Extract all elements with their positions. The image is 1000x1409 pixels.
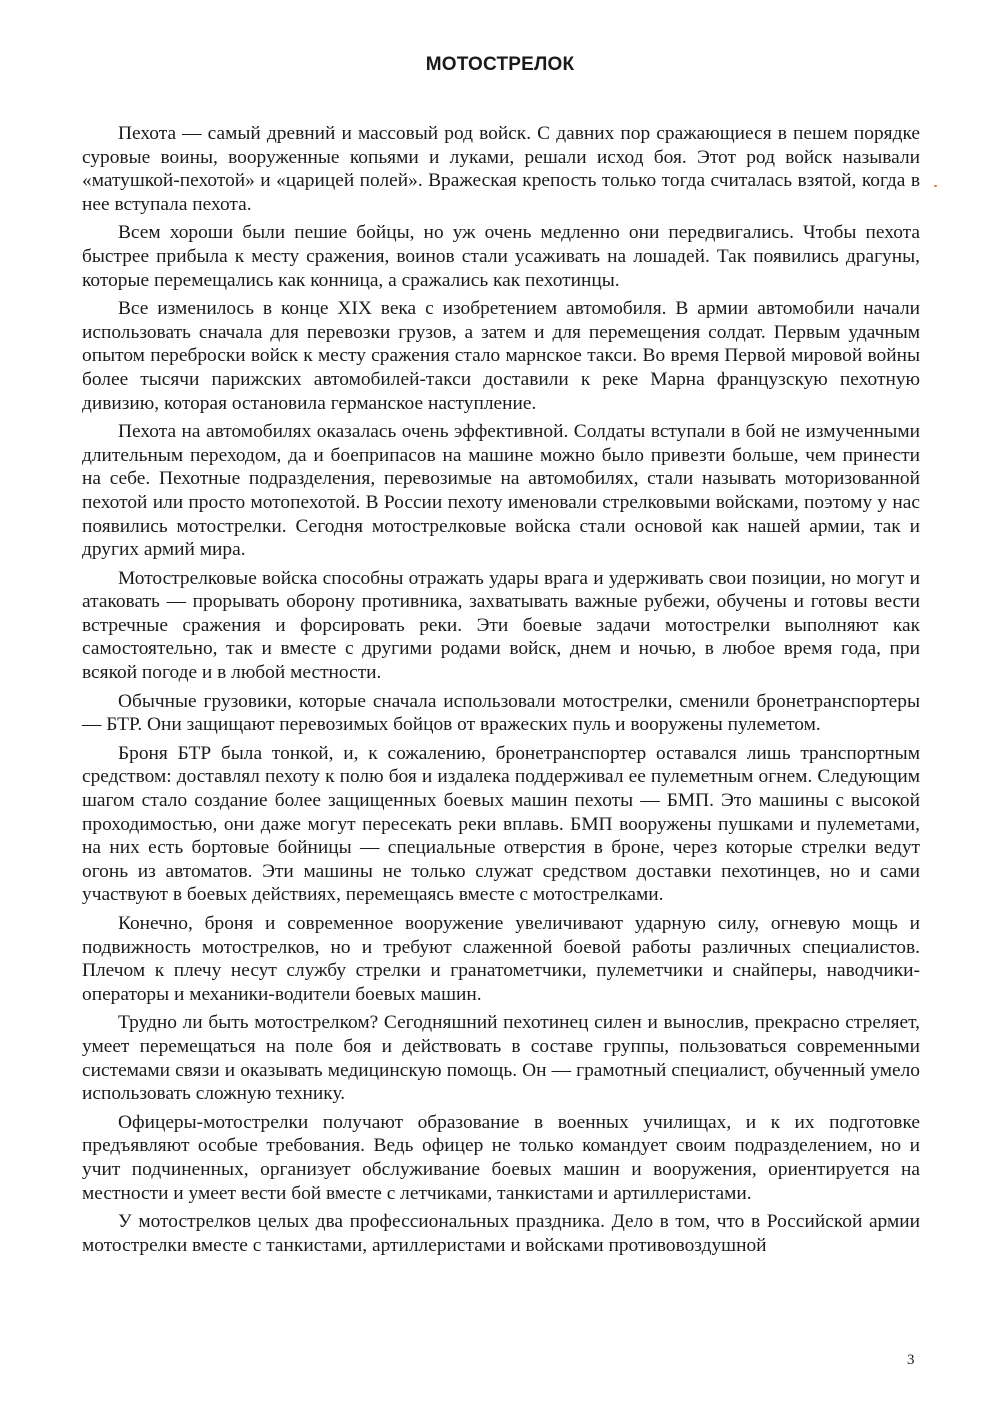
paragraph: Броня БТР была тонкой, и, к сожалению, бронетранспортер оставался лишь транспортным средством: доставлял пехоту к полю боя и издалека поддерживал ее пулеметным огнем. Следующим шагом стало создание более защищенных боевых машин пехоты — БМП. Это машины с высокой проходимостью, они даже могут пересекать реки вплавь. БМП вооружены пушками и пулеметами, на них есть бортовые бойницы — специальные отверстия в броне, через которые стрелки ведут огонь из автоматов. Эти машины не только служат средством доставки пехотинцев, но и сами участвуют в боевых действиях, перемещаясь вместе с мотострелками.	[82, 742, 920, 906]
paragraph: Мотострелковые войска способны отражать удары врага и удерживать свои позиции, но могут и атаковать — прорывать оборону противника, захватывать важные рубежи, обучены и готовы вести встречные сражения и форсировать реки. Эти боевые задачи мотострелки выполняют как самостоятельно, так и вместе с другими родами войск, днем и ночью, в любое время года, при всякой погоде и в любой местности.	[82, 567, 920, 684]
paragraph: Трудно ли быть мотострелком? Сегодняшний пехотинец силен и вынослив, прекрасно стреляет, умеет перемещаться на поле боя и действовать в составе группы, пользоваться современными системами связи и оказывать медицинскую помощь. Он — грамотный специалист, обученный умело использовать сложную технику.	[82, 1012, 920, 1105]
paragraph: Всем хороши были пешие бойцы, но уж очень медленно они передвигались. Чтобы пехота быстрее прибыла к месту сражения, воинов стали усаживать на лошадей. Так появились драгуны, которые перемещались как конница, а сражались как пехотинцы.	[82, 222, 920, 291]
paragraph: Обычные грузовики, которые сначала использовали мотострелки, сменили бронетранспортеры — БТР. Они защищают перевозимых бойцов от вражеских пуль и вооружены пулеметом.	[82, 690, 920, 736]
page-number: 3	[907, 1352, 915, 1368]
paragraph: Пехота на автомобилях оказалась очень эффективной. Солдаты вступали в бой не измученными длительным переходом, да и боеприпасов на машине можно было привезти больше, чем принести на себе. Пехотные подразделения, перевозимые на автомобилях, стали называть моторизованной пехотой или просто мотопехотой. В России пехоту именовали стрелковыми войсками, поэтому у нас появились мотострелки. Сегодня мотострелковые войска стали основой как нашей армии, так и других армий мира.	[82, 421, 920, 561]
paragraph: Конечно, броня и современное вооружение увеличивают ударную силу, огневую мощь и подвижность мотострелков, но и требуют слаженной боевой работы различных специалистов. Плечом к плечу несут службу стрелки и гранатометчики, пулеметчики и снайперы, наводчики-операторы и механики-водители боевых машин.	[82, 913, 920, 1005]
print-speck	[934, 185, 937, 187]
page-title: МОТОСТРЕЛОК	[425, 54, 575, 75]
paragraph: Все изменилось в конце XIX века с изобретением автомобиля. В армии автомобили начали использовать сначала для перевозки грузов, а затем и для перемещения солдат. Первым удачным опытом переброски войск к месту сражения стало марнское такси. Во время Первой мировой войны более тысячи парижских автомобилей-такси доставили к реке Марна французскую пехотную дивизию, которая остановила германское наступление.	[82, 298, 920, 414]
paragraph: Офицеры-мотострелки получают образование в военных училищах, и к их подготовке предъявляют особые требования. Ведь офицер не только командует своим подразделением, но и учит подчиненных, организует обслуживание боевых машин и вооружения, ориентируется на местности и умеет вести бой вместе с летчиками, танкистами и артиллеристами.	[82, 1111, 920, 1204]
paragraph: Пехота — самый древний и массовый род войск. С давних пор сражающиеся в пешем порядке суровые воины, вооруженные копьями и луками, решали исход боя. Этот род войск называли «матушкой-пехотой» и «царицей полей». Вражеская крепость только тогда считалась взятой, когда в нее вступала пехота.	[82, 123, 920, 215]
body-text	[82, 122, 920, 1262]
paragraph: У мотострелков целых два профессиональных праздника. Дело в том, что в Российской армии мотострелки вместе с танкистами, артиллеристами и войсками противовоздушной	[82, 1211, 920, 1256]
